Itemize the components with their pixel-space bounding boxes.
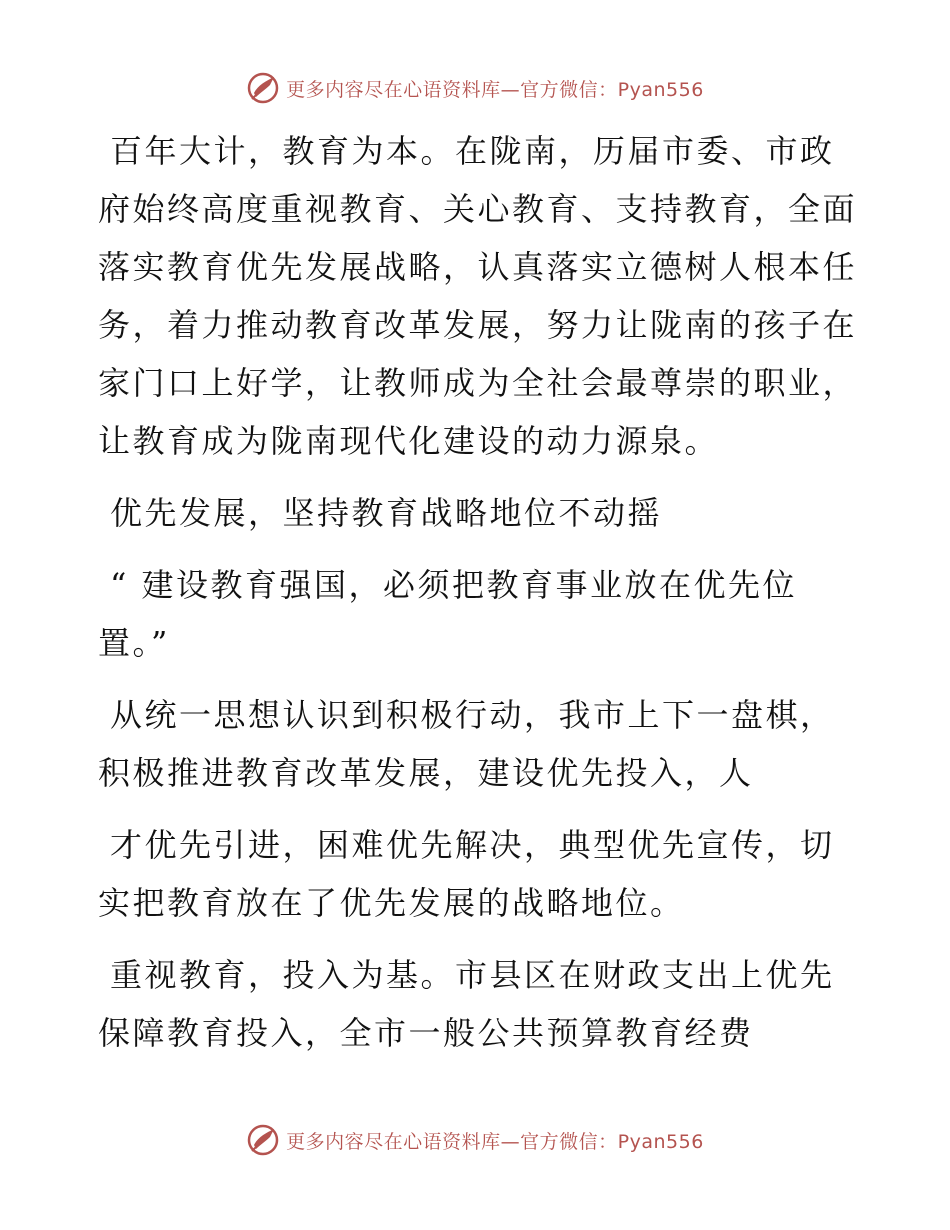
text-line: “ 建设教育强国，必须把教育事业放在优先位: [110, 566, 798, 604]
footer-banner: [0, 1120, 950, 1160]
text-line: 保障教育投入，全市一般公共预算教育经费: [98, 1014, 754, 1052]
text-line: 置。”: [98, 624, 170, 662]
document-body: [98, 122, 858, 1076]
text-line: 实把教育放在了优先发展的战略地位。: [98, 884, 685, 922]
text-line: 才优先引进，困难优先解决，典型优先宣传，切: [110, 826, 835, 864]
heading-text: 优先发展，坚持教育战略地位不动摇: [110, 494, 663, 532]
header-banner: [0, 68, 950, 108]
text-line: 务，着力推动教育改革发展，努力让陇南的孩子在: [98, 306, 858, 344]
text-line: 从统一思想认识到积极行动，我市上下一盘棋，: [110, 696, 835, 734]
paragraph-intro: [98, 122, 858, 470]
text-line: 让教育成为陇南现代化建设的动力源泉。: [98, 422, 720, 460]
brush-pen-logo-icon: [246, 71, 280, 105]
paragraph-quote: [98, 556, 858, 672]
text-line: 重视教育，投入为基。市县区在财政支出上优先: [110, 956, 835, 994]
text-line: 积极推进教育改革发展，建设优先投入，人: [98, 754, 754, 792]
text-line: 百年大计，教育为本。在陇南，历届市委、市政: [110, 132, 835, 170]
text-line: 落实教育优先发展战略，认真落实立德树人根本任: [98, 248, 858, 286]
footer-banner-text: 更多内容尽在心语资料库—官方微信：Pyan556: [286, 1130, 704, 1153]
brush-pen-logo-icon: [246, 1123, 280, 1157]
section-heading: [98, 484, 858, 542]
paragraph-action: [98, 686, 858, 802]
header-banner-text: 更多内容尽在心语资料库—官方微信：Pyan556: [286, 78, 704, 101]
paragraph-investment: [98, 946, 858, 1062]
text-line: 家门口上好学，让教师成为全社会最尊崇的职业，: [98, 364, 858, 402]
text-line: 府始终高度重视教育、关心教育、支持教育，全面: [98, 190, 858, 228]
paragraph-priority: [98, 816, 858, 932]
